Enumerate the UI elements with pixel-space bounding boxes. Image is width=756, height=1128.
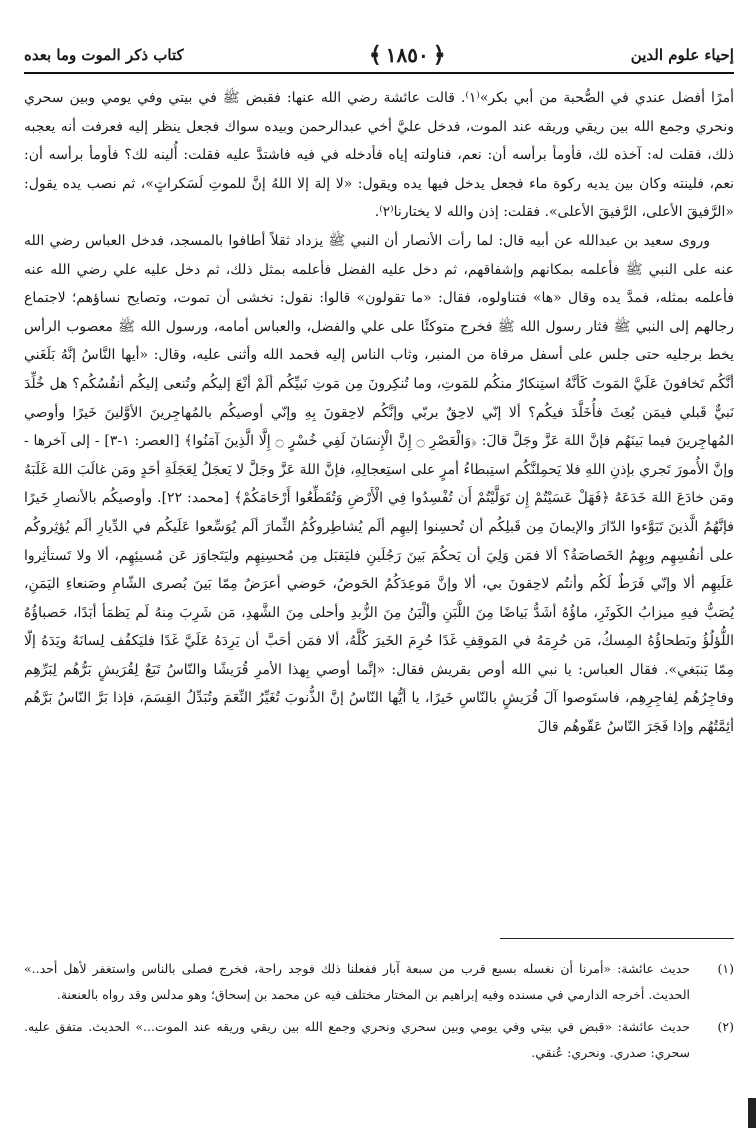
footnote-text: حديث عائشة: «أمرنا أن نغسله بسبع قرب من سبعة آبار ففعلنا ذلك فوجد راحة، فخرج فصلى بالناس واستغفر لأهل أحد..» الحديث. أخرجه الدارمي في مسنده وفيه إبراهيم بن المختار مختلف فيه عن محمد بن إسحاق؛ وهو مدلس وقد رواه بالعنعنة. xyxy=(24,961,690,1002)
chapter-title: كتاب ذكر الموت وما بعده xyxy=(24,46,184,64)
ornament-right-icon: ﴾ xyxy=(368,42,382,68)
page-header xyxy=(24,38,734,74)
footnote-text: حديث عائشة: «قبض في بيتي وفي يومي وبين سحري ونحري وجمع الله بين ريقي وريقه عند الموت...» الحديث. متفق عليه. سحري: صدري. ونحري: عُنقي. xyxy=(24,1019,690,1060)
footnote-divider xyxy=(500,938,734,939)
main-text xyxy=(24,84,734,742)
footnote-number: (١) xyxy=(717,961,734,976)
book-page xyxy=(24,32,734,1112)
paragraph-1: أمرًا أفضل عندي في الصُّحبة من أبي بكر»⁽١⁾. قالت عائشة رضي الله عنها: فقبض ﷺ في بيتي وفي يومي وبين سحري ونحري وجمع الله بين ريقي وريقه عند الموت، فدخل عليَّ أخي عبدالرحمن وبيده سواك فجعل ينظر إليه فعرفت أنه يعجبه ذلك، فقلت له: آخذه لك، فأومأ برأسه أن: نعم، فناولته إياه فأدخله في فيه فاشتدَّ عليه فقلت: أُلينه لك؟ فأومأ برأسه أن: نعم، فلينته وكان بين يديه ركوة ماء فجعل يدخل فيها يده ويقول: «لا إلهَ إلا اللهُ إنَّ للموتِ لَسَكراتٍ»، ثم نصب يده يقول: «الرَّفيقَ الأعلى، الرَّفيقَ الأعلى». فقلت: إذن والله لا يختارنا⁽٢⁾. xyxy=(24,90,734,221)
page-number-value: ١٨٥٠ xyxy=(385,43,429,67)
page-edge-mark xyxy=(748,1098,756,1128)
page-number xyxy=(365,42,450,68)
ornament-left-icon: ﴿ xyxy=(432,42,446,68)
footnote-2 xyxy=(24,1014,734,1066)
paragraph-2: وروى سعيد بن عبدالله عن أبيه قال: لما رأت الأنصار أن النبي ﷺ يزداد ثقلاً أطافوا بالمسجد، فدخل العباس رضي الله عنه على النبي ﷺ فأعلمه بمكانهم وإشفاقهم، ثم دخل عليه الفضل فأعلمه بمثل ذلك، ثم دخل عليه علي رضي الله عنه فأعلمه بمثله، فمدَّ يده وقال «ها» فتناولوه، فقال: «ما تقولون» قالوا: نقول: نخشى أن تموت، وتصايح نساؤهم؛ لاجتماع رجالهم إلى النبي ﷺ فثار رسول الله ﷺ فخرج متوكئًا على علي والفضل، والعباس أمامه، ورسول الله ﷺ معصوب الرأس يخط برجليه حتى جلس على أسفل مرقاة من المنبر، وثاب الناس إليه فحمد الله وأثنى عليه، وقال: «أيها النَّاسُ إنَّهُ بَلَغَني أنَّكُم تَخافونَ عَلَيَّ المَوتَ كَأنَّهُ استِنكارٌ منكُم للمَوتِ، وما تُنكِرونَ مِن مَوتِ نَبيِّكُم ألَمْ أنْعَ إليكُم وتُنعى إليكُم أنفُسُكُم؟ هل خُلِّدَ نَبيٌّ قَبلي فيمَن بُعِثَ فأُخَلَّدَ فيكُم؟ ألا إنّي لاحِقٌ بربّي وإنَّكُم لاحِقونَ بِهِ وإنّي أوصيكُم بالمُهاجِرينَ الأوَّلينَ خَيرًا وأوصي المُهاجِرينَ فيما بَينَهُم فإنَّ اللهَ عَزَّ وجَلَّ قالَ: ﴿وَالْعَصْرِ ۝ إِنَّ الْإِنسَانَ لَفِي خُسْرٍ ۝ إِلَّا الَّذِينَ آمَنُوا﴾ [العصر: ١-٣] - إلى آخرها - وإنَّ الأُمورَ تَجري بإذنِ اللهِ فلا يَحمِلنَّكُم استِبطاءُ أمرٍ على استِعجالِهِ، فإنَّ اللهَ عَزَّ وجَلَّ لا يَعجَلُ لِعَجَلَةِ أحَدٍ ومَن غالَبَ اللهَ غَلَبَهُ ومَن خادَعَ اللهَ خَدَعَهُ ﴿فَهَلْ عَسَيْتُمْ إِن تَوَلَّيْتُمْ أَن تُفْسِدُوا فِي الْأَرْضِ وَتُقَطِّعُوا أَرْحَامَكُمْ﴾ [محمد: ٢٢]. وأوصيكُم بالأنصارِ خَيرًا فإنَّهُمُ الَّذينَ تَبَوَّءوا الدّارَ والإيمانَ مِن قَبلِكُم أن تُحسِنوا إليهِم ألَم يُشاطِروكُمُ الثِّمارَ ألَم يُوَسِّعوا عَلَيكُم في الدِّيارِ ألَم يُؤثِروكُم على أنفُسِهِم وبِهِمُ الخَصاصَةُ؟ ألا فمَن وَلِيَ أن يَحكُمَ بَينَ رَجُلَينِ فليَقبَل مِن مُحسِنِهِم وليَتَجاوَز عَن مُسيئِهِم، ألا ولا تَستأثِروا عَلَيهِم ألا وإنّي فَرَطٌ لَكُم وأنتُم لاحِقونَ بي، ألا وإنَّ مَوعِدَكُمُ الحَوضُ، حَوضي أعرَضُ مِمّا بَينَ بُصرى الشّامِ وصَنعاءِ اليَمَنِ، يُصَبُّ فيهِ ميزابُ الكَوثَرِ، ماؤُهُ أشَدُّ بَياضًا مِنَ اللَّبَنِ وألْيَنُ مِنَ الزُّبدِ وأحلى مِنَ الشَّهدِ، مَن شَرِبَ مِنهُ لَم يَظمَأ أبَدًا، حَصباؤُهُ اللُّؤلُؤُ وبَطحاؤُهُ المِسكُ، مَن حُرِمَهُ في المَوقِفِ غَدًا حُرِمَ الخَيرَ كُلَّهُ، ألا فمَن أحَبَّ أن يَرِدَهُ عَلَيَّ غَدًا فليَكفُف لِسانَهُ ويَدَهُ إلّا مِمّا يَنبَغي». فقال العباس: يا نبي الله أوص بقريش فقال: «إنَّما أوصي بِهذا الأمرِ قُرَيشًا والنّاسُ تَبَعٌ لِقُرَيشٍ بَرُّهُم لِبَرِّهِم وفاجِرُهُم لِفاجِرِهِم، فاستَوصوا آلَ قُرَيشٍ بالنّاسِ خَيرًا، يا أيُّها النّاسُ إنَّ الذُّنوبَ تُغَيِّرُ النِّعَمَ وتُبَدِّلُ القِسَمَ، فإذا بَرَّ النّاسُ بَرَّهُم أئِمَّتُهُم وإذا فَجَرَ النّاسُ عَقّوهُم قالَ xyxy=(24,232,735,736)
footnotes xyxy=(24,956,734,1072)
footnote-number: (٢) xyxy=(717,1019,734,1034)
book-title: إحياء علوم الدين xyxy=(630,46,734,64)
footnote-1 xyxy=(24,956,734,1008)
